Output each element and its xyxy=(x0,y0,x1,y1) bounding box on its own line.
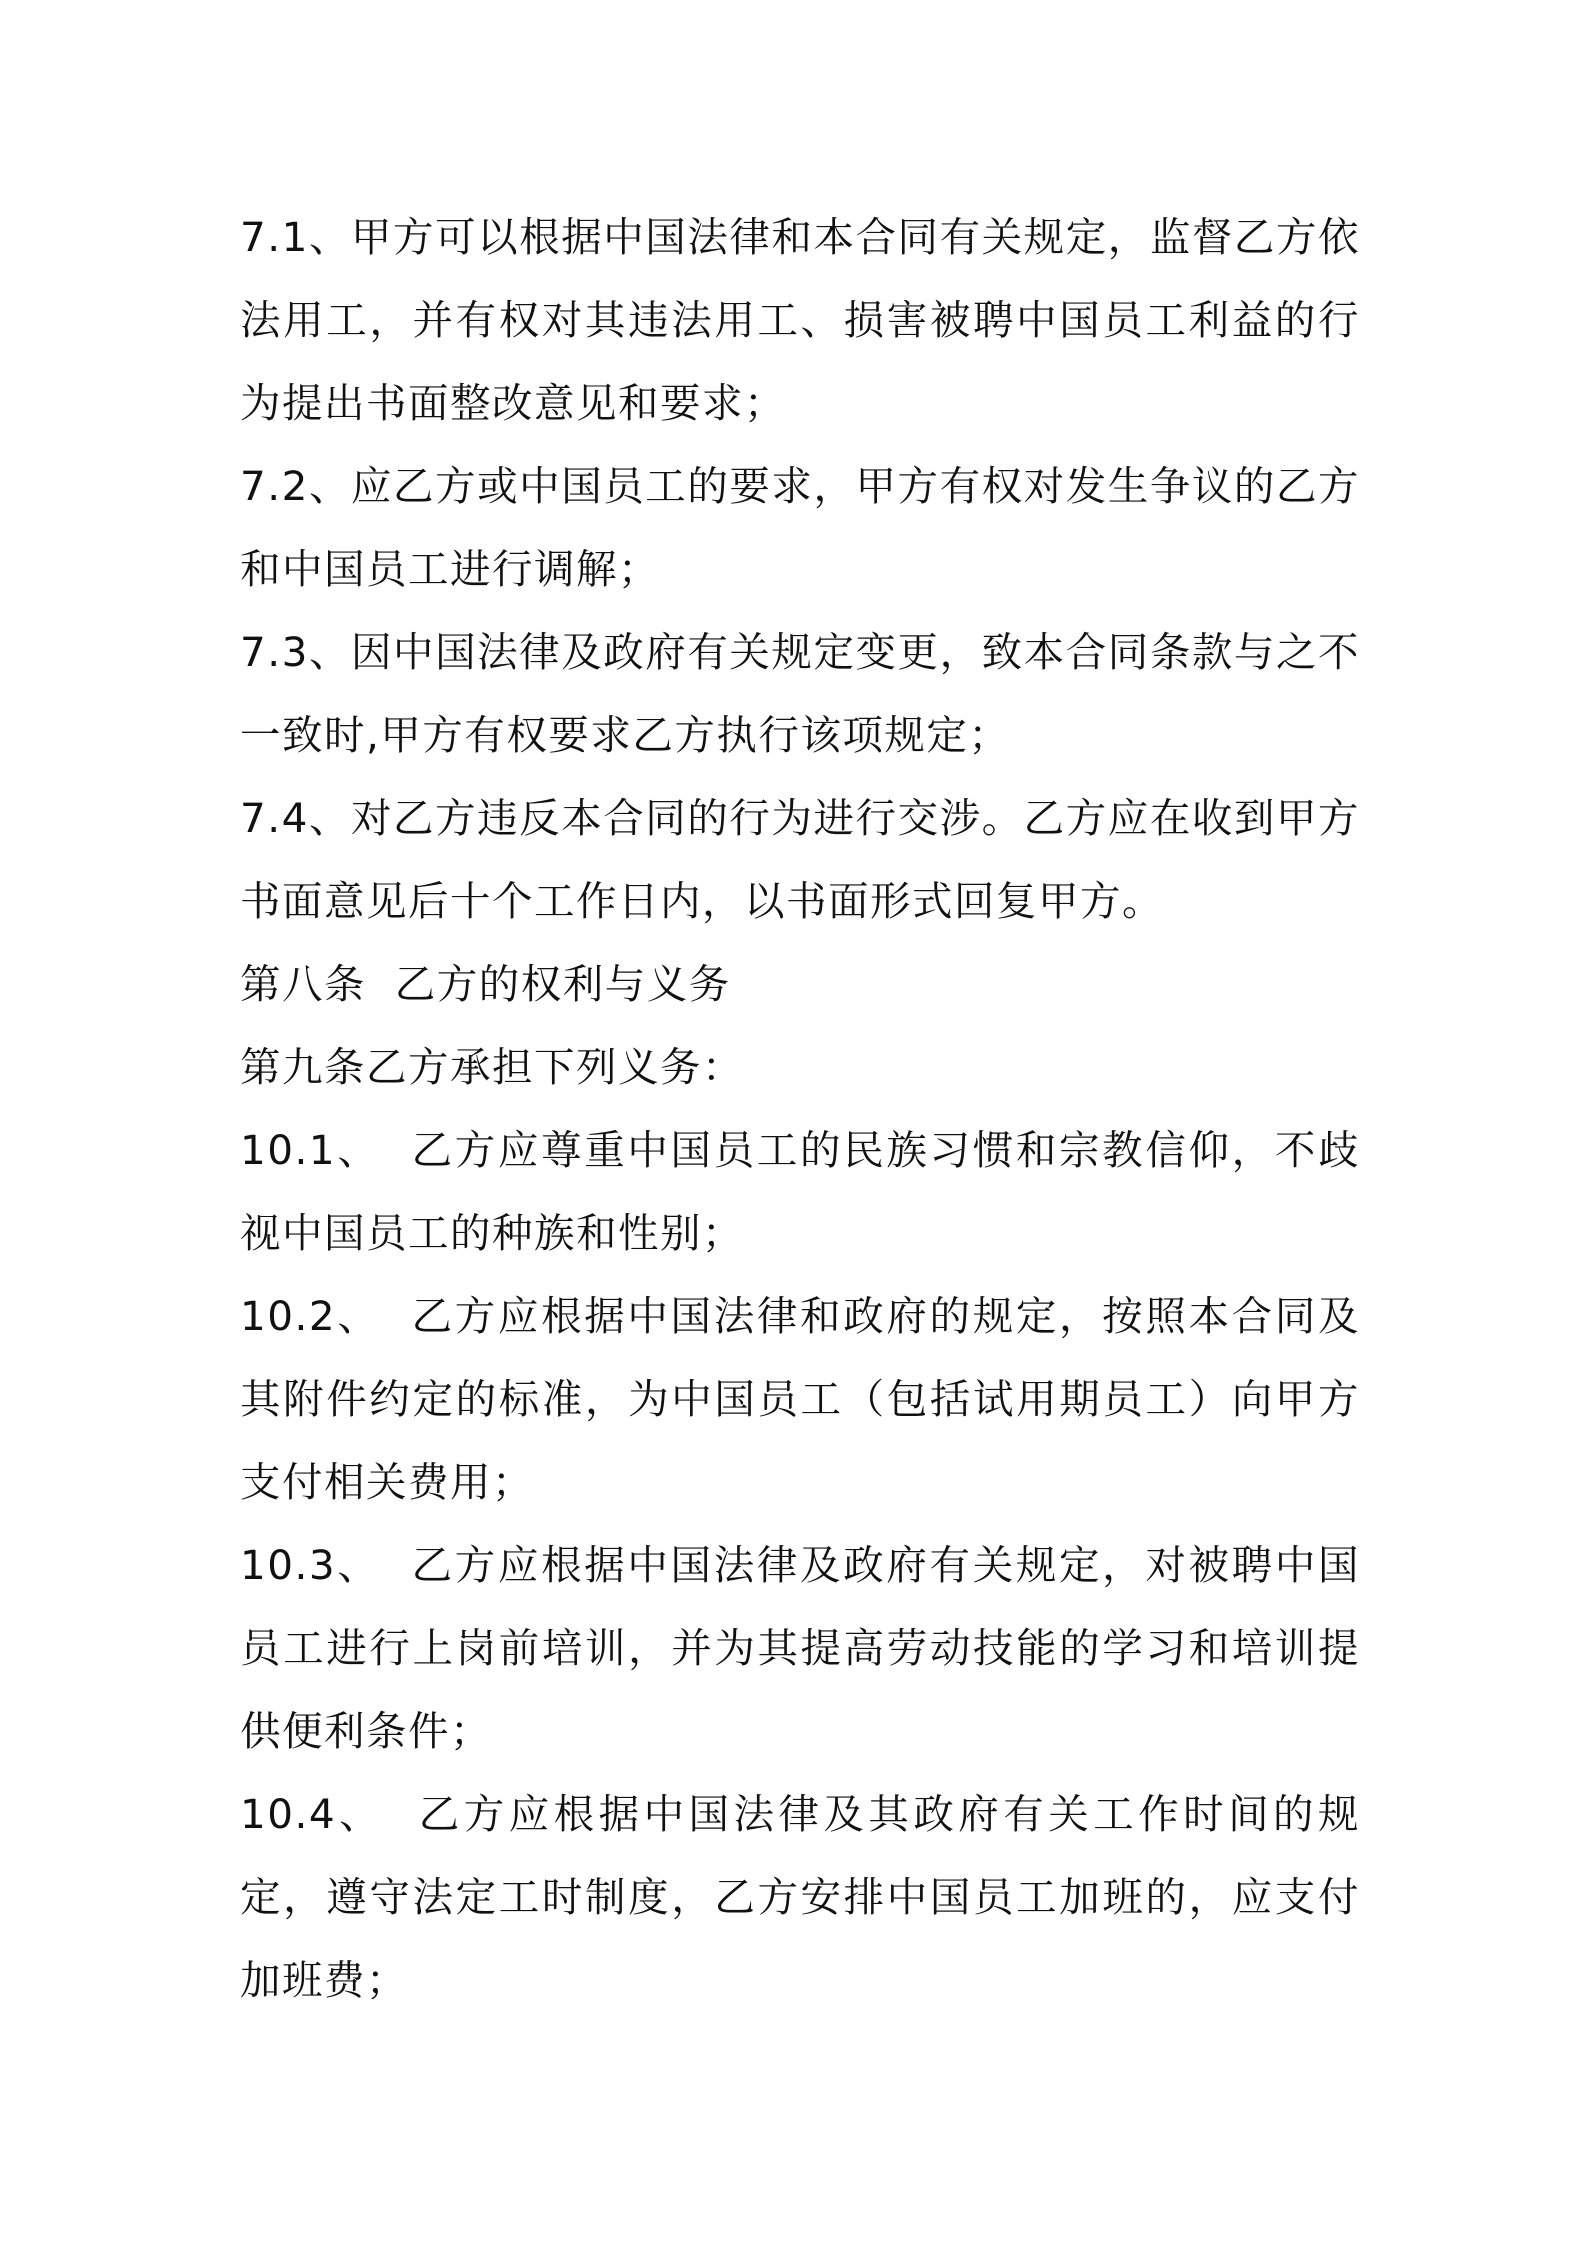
clause-10-2: 10.2、 乙方应根据中国法律和政府的规定，按照本合同及其附件约定的标准，为中国员工（包括试用期员工）向甲方支付相关费用； xyxy=(240,1292,1360,1506)
clause-7-2: 7.2、应乙方或中国员工的要求，甲方有权对发生争议的乙方和中国员工进行调解； xyxy=(240,462,1360,593)
clause-10-1: 10.1、 乙方应尊重中国员工的民族习惯和宗教信仰，不歧视中国员工的种族和性别； xyxy=(240,1126,1360,1257)
clause-10-3: 10.3、 乙方应根据中国法律及政府有关规定，对被聘中国员工进行上岗前培训，并为其提高劳动技能的学习和培训提供便利条件； xyxy=(240,1541,1360,1755)
clause-10-4: 10.4、 乙方应根据中国法律及其政府有关工作时间的规定，遵守法定工时制度，乙方安排中国员工加班的，应支付加班费； xyxy=(240,1790,1360,2004)
clause-7-1: 7.1、甲方可以根据中国法律和本合同有关规定，监督乙方依法用工，并有权对其违法用工、损害被聘中国员工利益的行为提出书面整改意见和要求； xyxy=(240,213,1360,427)
clause-7-4: 7.4、对乙方违反本合同的行为进行交涉。乙方应在收到甲方书面意见后十个工作日内，以书面形式回复甲方。 xyxy=(240,794,1360,925)
document-page xyxy=(240,196,1360,2022)
clause-7-3: 7.3、因中国法律及政府有关规定变更，致本合同条款与之不一致时,甲方有权要求乙方执行该项规定； xyxy=(240,628,1360,759)
article-8-heading: 第八条 乙方的权利与义务 xyxy=(240,960,731,1008)
article-9-heading: 第九条乙方承担下列义务： xyxy=(240,1043,744,1091)
